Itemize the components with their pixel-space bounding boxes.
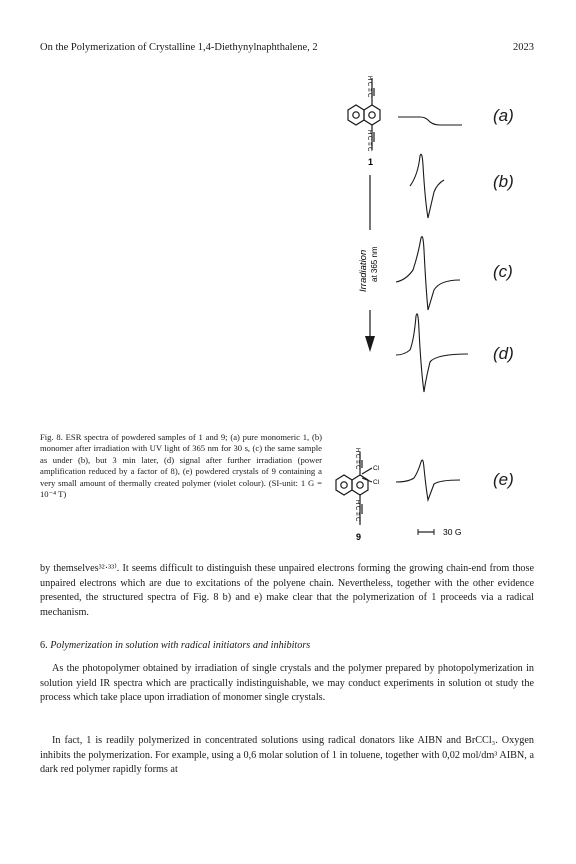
- esr-spectrum-d: [396, 314, 468, 392]
- spectrum-label-a: (a): [493, 106, 514, 125]
- chain-letters-top-1: H C ≡ C: [366, 76, 372, 98]
- esr-spectrum-b: [410, 154, 444, 218]
- compound-9-label: 9: [356, 532, 362, 542]
- chain-letters-bottom-2: H C ≡ C: [354, 500, 360, 522]
- section-title: Polymerization in solution with radical initiators and inhibitors: [50, 640, 311, 651]
- spectrum-label-d: (d): [493, 344, 514, 363]
- cl-label-1: Cl: [373, 465, 380, 472]
- page-number: 2023: [513, 42, 534, 53]
- spectrum-label-e: (e): [493, 470, 514, 489]
- scale-bar-label: 30 G: [443, 527, 462, 537]
- paragraph-2: As the photopolymer obtained by irradiation of single crystals and the polymer prepared by photopolymerization in solution yield IR spectra which are practically indistinguishable, we may conduct experiments in solution ot study the process which take place upon irradiation of monomer single crystals.: [40, 663, 534, 704]
- irradiation-arrow-head: [365, 336, 375, 352]
- naphthalene-structure-top: [348, 78, 380, 150]
- esr-spectrum-a: [398, 117, 462, 125]
- section-heading: [40, 640, 310, 651]
- paragraph-1: by themselves³²·³³⁾. It seems difficult to distinguish these unpaired electrons forming the growing chain-end from those unpaired electrons which are due to excitations of the polyene chain. Nevertheless, together with the other evidence presented, the structured spectra of Fig. 8 b) and e) make clear that the polymerization of 1 proceeds via a radical mechanism.: [40, 563, 534, 618]
- spectrum-label-b: (b): [493, 172, 514, 191]
- running-title: On the Polymerization of Crystalline 1,4-Diethynylnaphthalene, 2: [40, 42, 318, 53]
- figure-caption: Fig. 8. ESR spectra of powdered samples of 1 and 9; (a) pure monomeric 1, (b) monomer after irradiation with UV light of 365 nm for 30 s, (c) the same sample as under (b), but 3 min later, (d) signal after further irradiation (power amplification reduced by a factor of 8), (e) powdered crystals of 9 containing a very small amount of thermally created polymer (violet colour). (SI-unit: 1 G = 10⁻⁴ T): [40, 432, 322, 500]
- paragraph-3: In fact, 1 is readily polymerized in concentrated solutions using radical donators like AIBN and BrCCl₃. Oxygen inhibits the polymerization. For example, using a 0,6 molar solution of 1 in toluene, together with 0,02 mol/dm³ AIBN, a dark red polymer rapidly forms at: [40, 735, 534, 776]
- naphthalene-structure-bottom: [336, 452, 372, 525]
- compound-1-label: 1: [368, 157, 374, 167]
- wavelength-label: at 365 nm: [370, 246, 379, 282]
- section-number: 6.: [40, 640, 48, 651]
- esr-spectrum-c: [396, 237, 460, 311]
- esr-spectrum-e: [396, 460, 460, 500]
- spectrum-label-c: (c): [493, 262, 513, 281]
- chain-letters-top-2: H C ≡ C: [366, 130, 372, 152]
- cl-label-2: Cl: [373, 479, 380, 486]
- irradiation-label: Irradiation: [358, 249, 369, 292]
- chain-letters-bottom-1: H C ≡ C: [354, 448, 360, 470]
